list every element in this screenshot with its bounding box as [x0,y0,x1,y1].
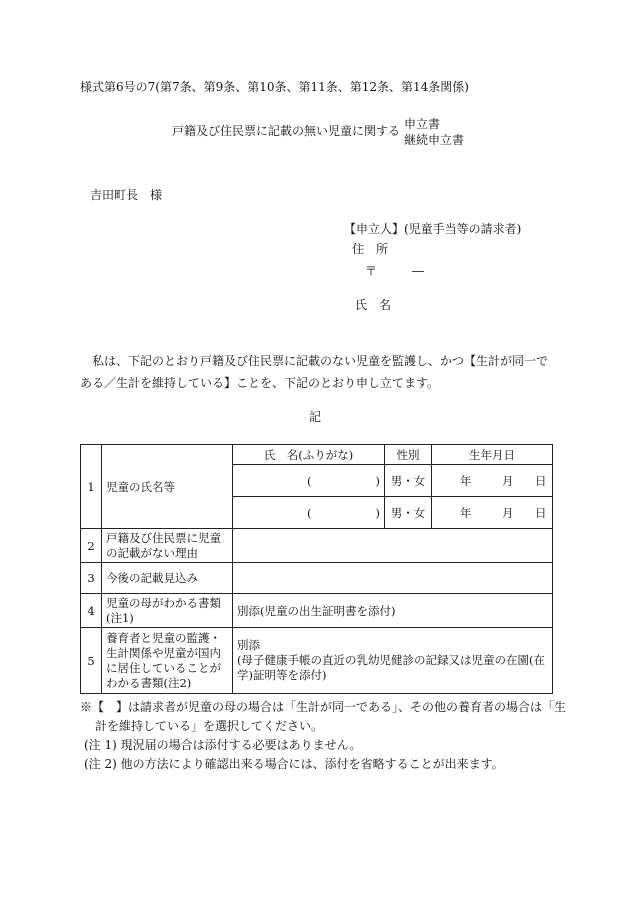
title-options [404,116,464,148]
row-number-1: 1 [81,445,102,529]
name-label: 氏 名 [355,298,392,312]
note-1: (注 1) 現況届の場合は添付する必要はありません。 [84,738,362,752]
header-gender: 性別 [385,445,432,465]
document-title: 戸籍及び住民票に記載の無い児童に関する [172,124,401,138]
ki-heading: 記 [309,410,322,424]
paren-close: ) [375,505,380,520]
statement-text: 私は、下記のとおり戸籍及び住民票に記載のない児童を監護し、かつ【生計が同一である／生計を維持している】ことを、下記のとおり申し立てます。 [80,354,549,390]
row-label-no-record-reason: 戸籍及び住民票に児童の記載がない理由 [102,529,233,563]
day-label: 日 [535,505,547,520]
row-number-3: 3 [81,563,102,594]
header-birth: 生年月日 [432,445,553,465]
row-number-5: 5 [81,628,102,694]
birth-date-field-2[interactable] [432,497,553,529]
note-star-line1: ※【 】は請求者が児童の母の場合は「生計が同一である」、その他の養育者の場合は「生 [80,700,567,714]
custody-content-line1: 別添 [237,638,260,652]
header-name: 氏 名(ふりがな) [233,445,385,465]
month-label: 月 [502,505,514,520]
note-2: (注 2) 他の方法により確認出来る場合には、添付を省略することが出来ます。 [84,757,504,771]
gender-select-2[interactable]: 男・女 [385,497,432,529]
applicant-heading: 【申立人】(児童手当等の請求者) [344,222,522,236]
title-option-continuation: 継続申立書 [404,133,465,147]
paren-close: ) [375,473,380,488]
paren-open: ( [307,505,312,520]
row-label-future-record: 今後の記載見込み [102,563,233,594]
future-record-field[interactable] [233,563,553,594]
form-number: 様式第6号の7(第7条、第9条、第10条、第11条、第12条、第14条関係) [80,80,469,94]
row-label-custody-document: 養育者と児童の監護・生計関係や児童が国内に居住していることがわかる書類(注2) [102,628,233,694]
paren-open: ( [307,473,312,488]
month-label: 月 [502,473,514,488]
child-name-field-1[interactable] [233,465,385,497]
gender-select-1[interactable]: 男・女 [385,465,432,497]
custody-document-content [233,628,553,694]
addressee: 吉田町長 様 [90,188,163,202]
row-label-mother-document: 児童の母がわかる書類(注1) [102,594,233,628]
year-label: 年 [460,505,472,520]
birth-date-field-1[interactable] [432,465,553,497]
postal-mark: 〒 [365,264,378,278]
notes [80,698,567,774]
row-number-4: 4 [81,594,102,628]
title-option-application: 申立書 [404,117,441,131]
no-record-reason-field[interactable] [233,529,553,563]
postal-dash: ― [412,264,424,278]
declaration-table [80,444,553,694]
custody-content-line2: (母子健康手帳の直近の乳幼児健診の記録又は児童の在園(在学)証明等を添付) [237,653,545,682]
address-label: 住 所 [352,242,389,256]
row-number-2: 2 [81,529,102,563]
note-star-line2: 計を維持している」を選択してください。 [95,719,324,733]
row-label-child-name: 児童の氏名等 [102,445,233,529]
child-name-field-2[interactable] [233,497,385,529]
year-label: 年 [460,473,472,488]
mother-document-content: 別添(児童の出生証明書を添付) [233,594,553,628]
day-label: 日 [535,473,547,488]
